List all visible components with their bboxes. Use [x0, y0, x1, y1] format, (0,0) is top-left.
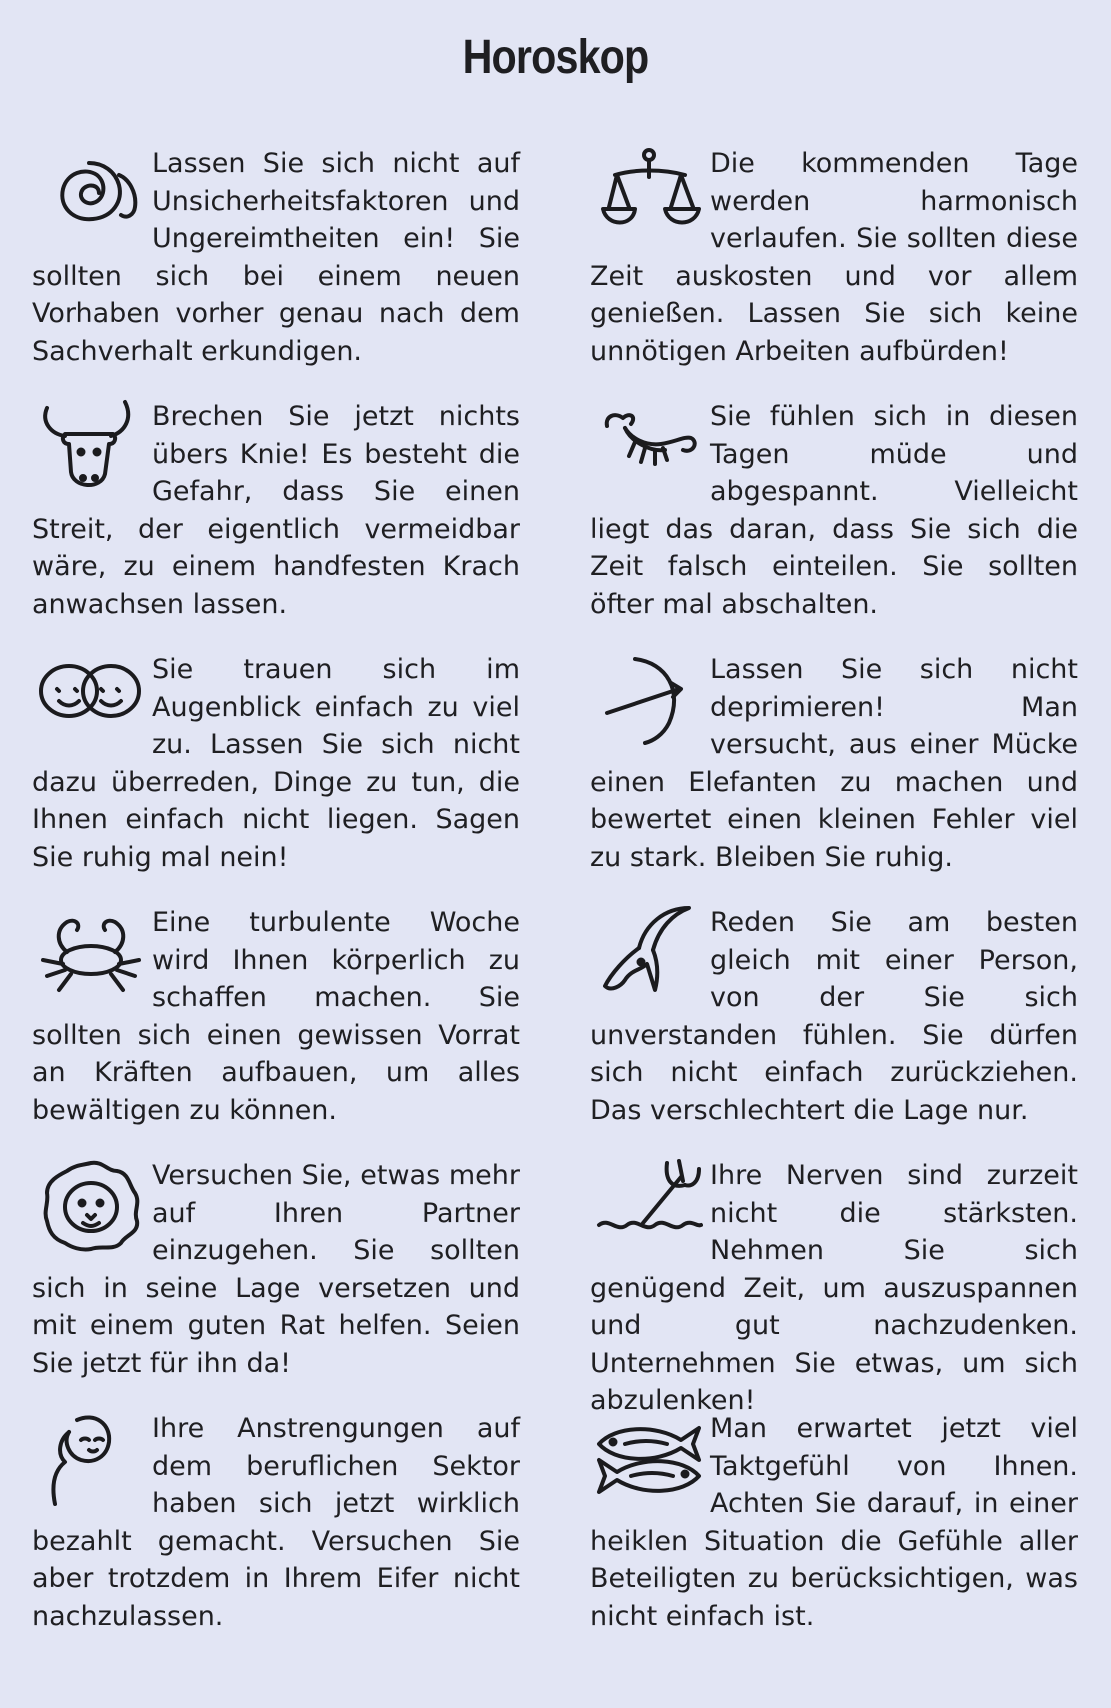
horoscope-text: Ihre Nerven sind zurzeit nicht die stärksten. Nehmen Sie sich genügend Zeit, um auszuspannen und gut nachzudenken. Unternehmen Sie etwas, um sich abzulenken!: [590, 1160, 1078, 1416]
horoscope-entry: [32, 651, 520, 904]
horoscope-entry: [590, 145, 1078, 398]
horoscope-entry: [590, 1410, 1078, 1663]
horoscope-text: Lassen Sie sich nicht auf Unsicherheitsfaktoren und Ungereimtheiten ein! Sie sollten sich bei einem neuen Vorhaben vorher genau nach dem Sachverhalt erkundigen.: [32, 148, 520, 367]
aquarius-trident-icon: [595, 1157, 703, 1253]
horoscope-text: Eine turbulente Woche wird Ihnen körperlich zu schaffen machen. Sie sollten sich einen gewissen Vorrat an Kräften aufbauen, um alles bewältigen zu können.: [32, 907, 520, 1126]
virgo-maiden-icon: [37, 1410, 145, 1506]
sagittarius-bow-icon: [595, 651, 703, 747]
aries-ram-icon: [37, 145, 145, 241]
horoscope-text: Lassen Sie sich nicht deprimieren! Man versucht, aus einer Mücke einen Elefanten zu machen und bewertet einen kleinen Fehler viel zu stark. Bleiben Sie ruhig.: [590, 654, 1078, 873]
horoscope-text: Reden Sie am besten gleich mit einer Person, von der Sie sich unverstanden fühlen. Sie dürfen sich nicht einfach zurückziehen. Das verschlechtert die Lage nur.: [590, 907, 1078, 1126]
horoscope-text: Sie trauen sich im Augenblick einfach zu viel zu. Lassen Sie sich nicht dazu überreden, Dinge zu tun, die Ihnen einfach nicht liegen. Sagen Sie ruhig mal nein!: [32, 654, 520, 873]
horoscope-text: Sie fühlen sich in diesen Tagen müde und abgespannt. Vielleicht liegt das daran, dass Sie sich die Zeit falsch einteilen. Sie sollten öfter mal abschalten.: [590, 401, 1078, 620]
left-column: [32, 145, 520, 1663]
gemini-twins-icon: [37, 651, 145, 747]
horoscope-entry: [32, 145, 520, 398]
horoscope-entry: [590, 651, 1078, 904]
page-title: Horoskop: [462, 31, 649, 84]
horoscope-text: Man erwartet jetzt viel Taktgefühl von Ihnen. Achten Sie darauf, in einer heiklen Situation die Gefühle aller Beteiligten zu berücksichtigen, was nicht einfach ist.: [590, 1413, 1078, 1632]
horoscope-entry: [32, 904, 520, 1157]
horoscope-text: Versuchen Sie, etwas mehr auf Ihren Partner einzugehen. Sie sollten sich in seine Lage versetzen und mit einem guten Rat helfen. Seien Sie jetzt für ihn da!: [32, 1160, 520, 1379]
horoscope-entry: [590, 398, 1078, 651]
taurus-bull-icon: [37, 398, 145, 494]
horoscope-entry: [32, 398, 520, 651]
horoscope-entry: [32, 1157, 520, 1410]
horoscope-text: Ihre Anstrengungen auf dem beruflichen Sektor haben sich jetzt wirklich bezahlt gemacht. Versuchen Sie aber trotzdem in Ihrem Eifer nicht nachzulassen.: [32, 1413, 520, 1632]
horoscope-entry: [590, 1157, 1078, 1416]
right-column: [590, 145, 1078, 1663]
libra-scales-icon: [595, 145, 703, 241]
horoscope-entry: [590, 904, 1078, 1157]
horoscope-entry: [32, 1410, 520, 1663]
horoscope-text: Brechen Sie jetzt nichts übers Knie! Es besteht die Gefahr, dass Sie einen Streit, der eigentlich vermeidbar wäre, zu einem handfesten Krach anwachsen lassen.: [32, 401, 520, 620]
pisces-fish-icon: [595, 1410, 703, 1506]
leo-lion-icon: [37, 1157, 145, 1253]
scorpio-scorpion-icon: [595, 398, 703, 494]
horoscope-text: Die kommenden Tage werden harmonisch verlaufen. Sie sollten diese Zeit auskosten und vor allem genießen. Lassen Sie sich keine unnötigen Arbeiten aufbürden!: [590, 148, 1078, 367]
cancer-crab-icon: [37, 904, 145, 1000]
capricorn-ibex-icon: [595, 904, 703, 1000]
